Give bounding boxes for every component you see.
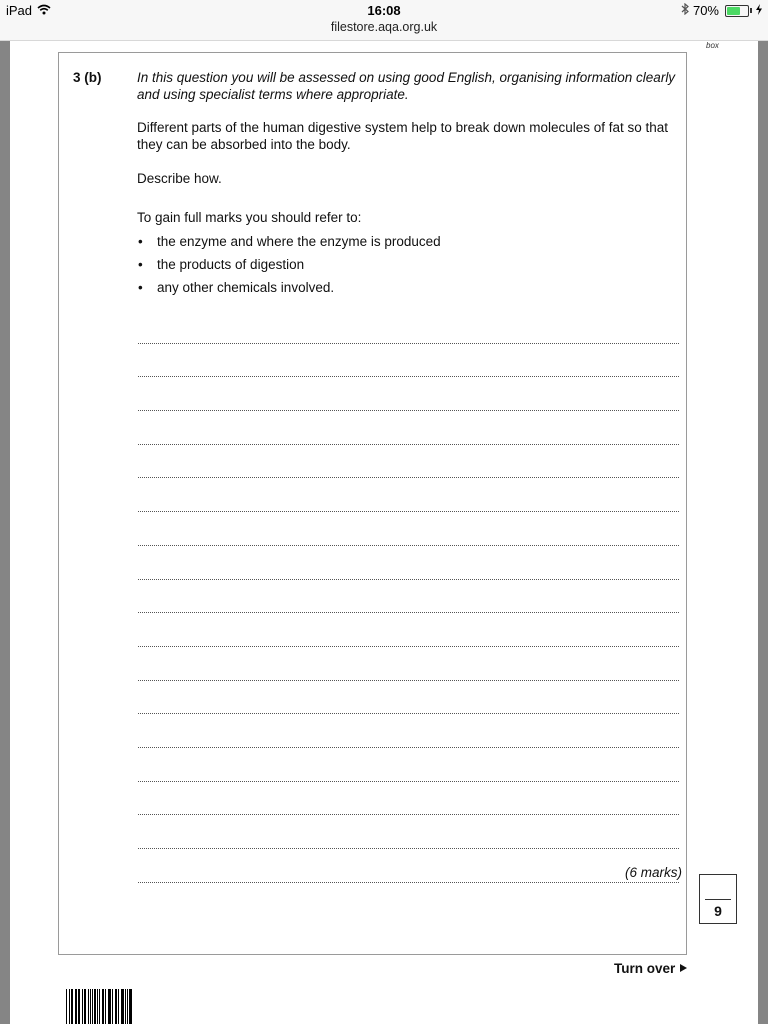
score-box [699,874,737,924]
bullet-icon: • [138,234,143,249]
answer-line[interactable] [138,411,679,445]
barcode-bar [84,989,85,1024]
barcode-bar [115,989,116,1024]
barcode-bar [97,989,98,1024]
barcode-bar [79,989,80,1024]
device-label: iPad [6,3,33,18]
barcode-bar [90,989,91,1024]
document-page [10,41,758,1024]
barcode-bar [78,989,79,1024]
barcode-bar [66,989,67,1024]
bullet-icon: • [138,257,143,272]
battery-icon [725,5,749,17]
score-box-rule [705,899,731,900]
question-content [137,69,682,302]
barcode-bar [125,989,126,1024]
barcode-bar [108,989,109,1024]
battery-tip [750,8,752,13]
barcode-bar [130,989,132,1024]
barcode-bar [127,989,128,1024]
barcode-bar [118,989,119,1024]
bullet-list [137,233,682,302]
answer-line[interactable] [138,512,679,546]
barcode-bar [102,989,103,1024]
play-arrow-icon [679,961,688,976]
answer-line[interactable] [138,714,679,748]
barcode-bar [122,989,123,1024]
list-item [137,256,682,279]
barcode-bar [75,989,77,1024]
answer-line[interactable] [138,546,679,580]
barcode-bar [71,989,72,1024]
box-label: box [706,41,719,50]
bullet-icon: • [138,280,143,295]
address-url[interactable]: filestore.aqa.org.uk [330,20,438,34]
barcode-bar [129,989,130,1024]
barcode-bar [116,989,117,1024]
status-right [681,3,762,18]
turn-over-label [570,961,688,976]
barcode-bar [92,989,93,1024]
answer-line[interactable] [138,815,679,849]
answer-line[interactable] [138,613,679,647]
list-item [137,233,682,256]
assessment-instruction: In this question you will be assessed on using good English, organising information clearly and using specialist terms where appropriate. [137,70,676,102]
answer-line[interactable] [138,580,679,614]
barcode-bar [69,989,70,1024]
bullet-text: the products of digestion [157,257,305,272]
marks-label: (6 marks) [625,865,682,880]
barcode-bar [112,989,113,1024]
turn-over-text: Turn over [613,961,676,976]
question-prompt: Different parts of the human digestive system help to break down molecules of fat so that they can be absorbed into the body. [137,120,669,152]
bullet-text: the enzyme and where the enzyme is produced [157,234,441,249]
answer-lines[interactable] [138,310,679,883]
answer-line[interactable] [138,344,679,378]
clock: 16:08 [367,3,401,18]
barcode-bar [72,989,73,1024]
answer-line[interactable] [138,681,679,715]
question-task: Describe how. [137,171,222,186]
answer-line[interactable] [138,782,679,816]
barcode [66,989,134,1024]
answer-line[interactable] [138,310,679,344]
charging-icon [756,3,762,18]
barcode-bar [103,989,104,1024]
battery-fill [727,7,740,15]
answer-line[interactable] [138,445,679,479]
bullet-text: any other chemicals involved. [157,280,335,295]
status-bar [0,0,768,41]
barcode-bar [88,989,89,1024]
list-item [137,279,682,302]
barcode-bar [85,989,86,1024]
barcode-bar [109,989,111,1024]
barcode-bar [82,989,83,1024]
barcode-bar [99,989,100,1024]
score-box-value: 9 [714,903,722,919]
question-number: 3 (b) [73,70,102,85]
bullets-intro: To gain full marks you should refer to: [137,210,362,225]
battery-percent: 70% [692,3,719,18]
answer-line[interactable] [138,748,679,782]
bluetooth-icon [681,3,689,18]
answer-line[interactable] [138,647,679,681]
barcode-bar [121,989,122,1024]
barcode-bar [94,989,96,1024]
answer-line[interactable] [138,377,679,411]
answer-line[interactable] [138,478,679,512]
barcode-bar [105,989,106,1024]
